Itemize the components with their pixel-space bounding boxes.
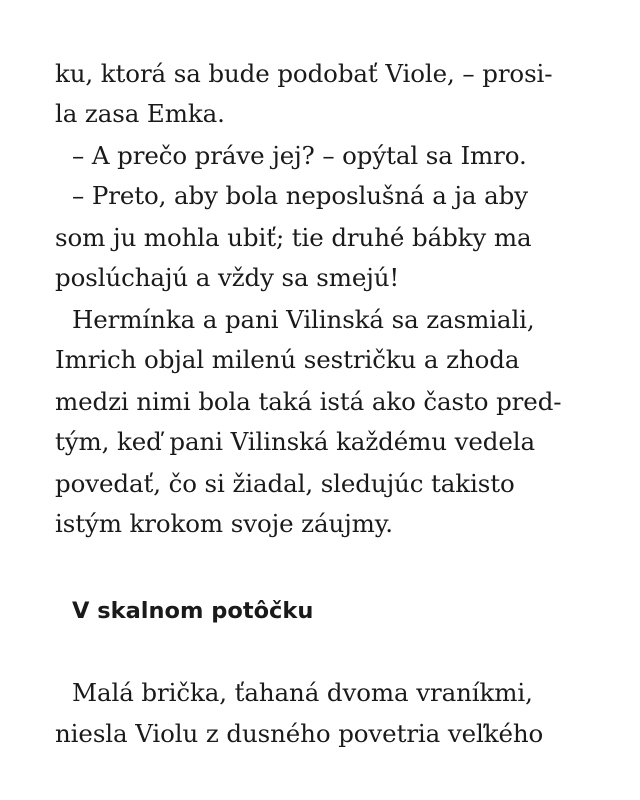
text-line: – Preto, aby bola neposlušná a ja aby [72, 181, 528, 210]
text-line: Malá brička, ťahaná dvoma vraníkmi, [72, 678, 533, 707]
text-line: istým krokom svoje záujmy. [55, 509, 393, 538]
text-line: Hermínka a pani Vilinská sa zasmiali, [72, 305, 535, 334]
chapter-heading: V skalnom potôčku [72, 598, 314, 624]
text-line: ku, ktorá sa bude podobať Viole, – prosi- [55, 59, 553, 88]
text-line: som ju mohla ubiť; tie druhé bábky ma [55, 223, 532, 252]
text-line: tým, keď pani Vilinská každému vedela [55, 427, 535, 456]
text-line: la zasa Emka. [55, 99, 225, 128]
text-line: povedať, čo si žiadal, sledujúc takisto [55, 469, 515, 498]
text-line: Imrich objal milenú sestričku a zhoda [55, 345, 520, 374]
text-line: – A prečo práve jej? – opýtal sa Imro. [72, 141, 527, 170]
text-line: poslúchajú a vždy sa smejú! [55, 263, 400, 292]
text-line: medzi nimi bola taká istá ako často pred- [55, 387, 562, 416]
text-line: niesla Violu z dusného povetria veľkého [55, 719, 544, 748]
